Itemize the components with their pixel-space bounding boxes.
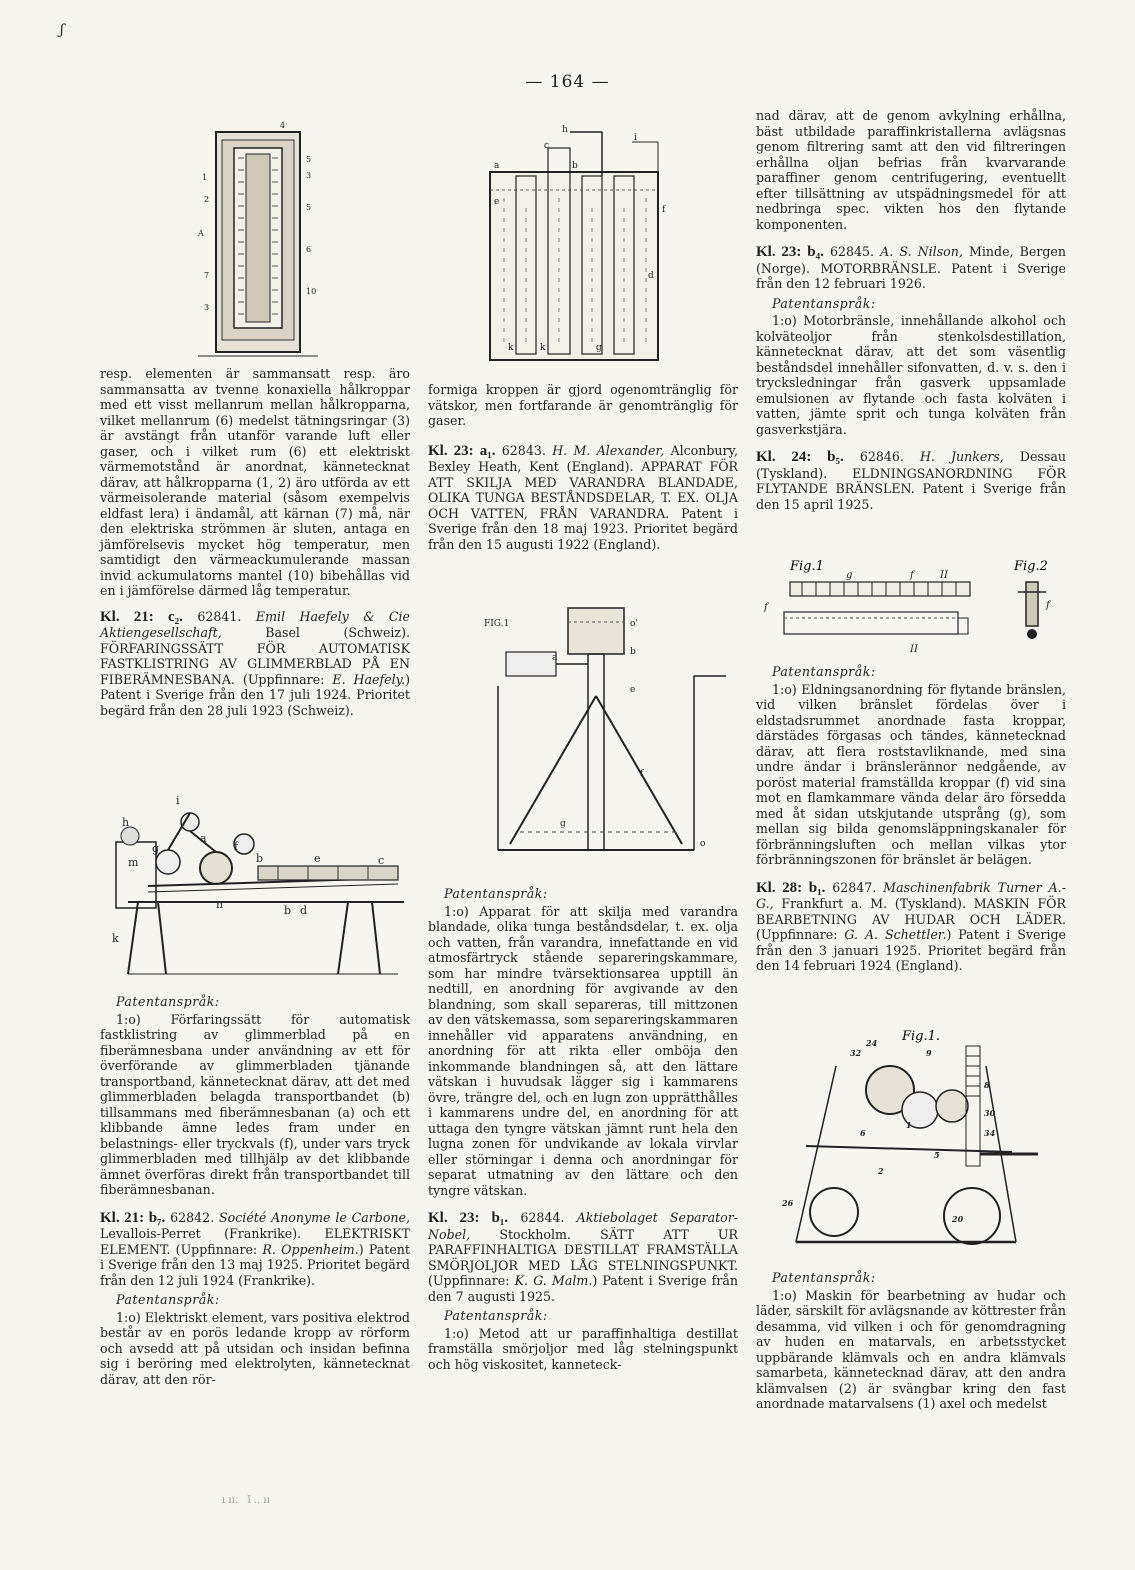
svg-text:24: 24 xyxy=(866,1038,878,1048)
col1-claim-62842: 1:o) Elektriskt element, vars positiva elektrod består av en porös ledande kropp av rörform och avsedd att på utsidan och insidan befinna sig i beröring med elektrolyten, kännetecknat därav, att den rör- xyxy=(100,1309,410,1387)
column-3-top xyxy=(756,108,1066,512)
svg-text:g: g xyxy=(596,343,602,353)
figure-leather-machine xyxy=(776,1026,1048,1260)
svg-text:g: g xyxy=(846,570,853,581)
svg-text:f: f xyxy=(910,570,914,581)
svg-text:1: 1 xyxy=(906,1120,912,1130)
figure-accumulator xyxy=(188,118,328,364)
column-2-bottom xyxy=(428,882,738,1372)
column-1-top xyxy=(100,366,410,718)
svg-text:26: 26 xyxy=(782,1198,794,1208)
col2-entry-62844: Kl. 23: b₁. 62844. Aktiebolaget Separator-Nobel, Stockholm. SÄTT ATT UR PARAFFINHALTIGA DESTILLAT FRAMSTÄLLA SMÖRJOLJOR MED LÅG STELNINGSPUNKT. (Uppfinnare: K. G. Malm.) Patent i Sverige från den 7 augusti 1925. xyxy=(428,1210,738,1304)
svg-text:32: 32 xyxy=(850,1048,862,1058)
svg-text:e: e xyxy=(494,197,500,207)
svg-text:II: II xyxy=(910,644,918,655)
col3-claim-heading: Patentanspråk: xyxy=(772,295,876,311)
svg-text:a: a xyxy=(552,653,558,663)
svg-text:f: f xyxy=(764,602,768,613)
corner-mark: ʃ xyxy=(60,22,64,38)
svg-text:i: i xyxy=(634,133,637,143)
col1-claim-heading: Patentanspråk: xyxy=(116,994,220,1009)
svg-text:Fig.1: Fig.1 xyxy=(790,559,824,574)
svg-text:5: 5 xyxy=(934,1150,940,1160)
svg-text:h: h xyxy=(122,816,130,829)
svg-text:n: n xyxy=(216,898,224,911)
svg-text:3: 3 xyxy=(306,171,312,180)
svg-text:c: c xyxy=(378,854,385,867)
bottom-smudge: ı ıı. ǐ .. ıı xyxy=(222,1495,270,1506)
svg-text:o: o xyxy=(700,839,706,849)
svg-text:g: g xyxy=(560,819,566,829)
svg-text:c: c xyxy=(544,141,550,151)
page-number: — 164 — xyxy=(525,72,610,92)
svg-text:6: 6 xyxy=(306,245,312,254)
svg-text:6: 6 xyxy=(860,1128,866,1138)
svg-text:20: 20 xyxy=(952,1214,964,1224)
svg-text:7: 7 xyxy=(204,271,210,280)
svg-text:10: 10 xyxy=(306,287,317,296)
svg-text:e: e xyxy=(630,685,636,695)
svg-text:f: f xyxy=(662,205,666,215)
svg-text:A: A xyxy=(198,229,204,238)
col2-claim-62843: 1:o) Apparat för att skilja med varandra blandade, olika tunga beståndsdelar, t. ex. olja och vatten, från varandra, innefattande en vid atmosfärtryck stående separeringskammare, som har mindre tvärsektionsarea upptill än nedtill, en anordning för avgivande av den blandning, som skall separeras, till mittzonen av den vätskemassa, som separeringskammaren innehåller vid apparatens användning, en anordning för att rikta eller omböja den inkommande blandningen så, att den lättare vätskan i huvudsak lägger sig i kammarens övre, trängre del, och en lugn zon upprätthålles i kammarens undre del, en anordning för att uttaga den tyngre vätskan jämnt runt hela den lugna zonen för undvikande av lokala virvlar eller störningar i denna och anordningar för separat utmatning av den lättare och den tyngre vätskan. xyxy=(428,903,738,1198)
svg-text:o': o' xyxy=(630,619,638,629)
svg-text:f: f xyxy=(640,769,644,779)
svg-text:f: f xyxy=(234,840,239,853)
svg-text:8: 8 xyxy=(984,1080,990,1090)
col1-claim-62841: 1:o) Förfaringssätt för automatisk fastklistring av glimmerblad på en fiberämnesbana under användning av ett för överförande av glimmerbladen tjänande transportband, kännetecknat därav, att det med glimmerbladen belagda transportbandet (b) tillsammans med fiberämnesbanan (a) och ett klibbande ämne ledes fram under en belastnings- eller tryckvals (f), under vars tryck glimmerbladen med tillhjälp av det klibbande ämnet överföras direkt från transportbandet till fiberämnesbanan. xyxy=(100,1011,410,1197)
col3-continuation: nad därav, att de genom avkylning erhållna, bäst utbildade paraffinkristallerna avlägsnas genom filtrering samt att den vid filtreringen erhållna oljan befrias från kvarvarande paraffiner genom centrifugering, eventuellt efter tillsättning av utspädningsmedel för att nedbringa spec. vikten hos den flytande komponenten. xyxy=(756,108,1066,232)
svg-text:Fig.2: Fig.2 xyxy=(1014,559,1048,574)
column-3-middle xyxy=(756,660,1066,974)
svg-text:5: 5 xyxy=(306,203,312,212)
svg-text:b: b xyxy=(630,647,636,657)
svg-text:5: 5 xyxy=(306,155,312,164)
col3-claim-62847: 1:o) Maskin för bearbetning av hudar och läder, särskilt för avlägsnande av köttrester från desamma, vid vilken i och för genomdragning av huden en matarvals, en arbetsstycket uppbärande klämvals och en andra klämvals samarbeta, kännetecknad därav, att den andra klämvalsen (2) är svängbar kring den fast anordnade matarvalsens (1) axel och medelst xyxy=(756,1287,1066,1411)
col3-claim-heading-3: Patentanspråk: xyxy=(772,1270,876,1285)
col3-claim-62846: 1:o) Eldningsanordning för flytande bränslen, vid vilken bränslet fördelas över i eldstadsrummet anordnade fasta kroppar, därstädes förgasas och tändes, kännetecknad därav, att flera roststavliknande, med sina undre ändar i bränslerännor nedgående, av poröst material framställda kroppar (f) vid sina mot en flamkammare vända delar äro försedda med åt sidan utskjutande utsprång (g), som mellan sig bilda genomsläppningskanaler för förbränningsluften och mellan vilkas ytor förbränningszonen för bränslet är belägen. xyxy=(756,681,1066,867)
column-3-bottom xyxy=(756,1266,1066,1412)
svg-text:d: d xyxy=(648,271,654,281)
figure-mica-machine xyxy=(108,792,414,978)
svg-text:b: b xyxy=(572,161,578,171)
svg-text:II: II xyxy=(940,570,948,581)
svg-text:k: k xyxy=(540,343,546,353)
svg-text:h: h xyxy=(562,125,568,135)
col3-entry-62847: Kl. 28: b₁. 62847. Maschinenfabrik Turner A.-G., Frankfurt a. M. (Tyskland). MASKIN FÖR BEARBETNING AV HUDAR OCH LÄDER. (Uppfinnare: G. A. Schettler.) Patent i Sverige från den 3 januari 1925. Prioritet begärd från den 14 februari 1924 (England). xyxy=(756,879,1066,973)
svg-text:1: 1 xyxy=(202,173,208,182)
svg-text:e: e xyxy=(314,852,321,865)
figure-tank xyxy=(482,118,674,366)
svg-text:f: f xyxy=(1046,600,1050,611)
figure-separator xyxy=(480,596,742,876)
col2-claim-heading-2: Patentanspråk: xyxy=(444,1308,548,1323)
col2-claim-heading: Patentanspråk: xyxy=(444,886,548,901)
svg-text:g: g xyxy=(152,842,160,855)
col3-claim-heading-2: Patentanspråk: xyxy=(772,664,876,679)
svg-text:i: i xyxy=(176,794,180,807)
col1-entry-62841: Kl. 21: c₂. 62841. Emil Haefely & Cie Aktiengesellschaft, Basel (Schweiz). FÖRFARINGSSÄTT FÖR AUTOMATISK FASTKLISTRING AV GLIMMERBLAD PÅ EN FIBERÄMNESBANA. (Uppfinnare: E. Haefely.) Patent i Sverige från den 17 juli 1924. Prioritet begärd från den 28 juli 1923 (Schweiz). xyxy=(100,608,410,718)
svg-text:3: 3 xyxy=(204,303,210,312)
col3-claim-62845: 1:o) Motorbränsle, innehållande alkohol och kolväteoljor från stenkolsdestillation, kännetecknat därav, att det som väsentlig beståndsdel innehåller sifonvatten, d. v. s. den i trycksledningar från gasverk uppsamlade emulsionen av flytande och fasta kolväten i vatten, jämte sprit och tunga kolväten från gasverkstjära. xyxy=(756,313,1066,437)
column-1-bottom xyxy=(100,990,410,1387)
svg-text:a: a xyxy=(494,161,500,171)
svg-text:30: 30 xyxy=(984,1108,996,1118)
col2-claim-62844: 1:o) Metod att ur paraffinhaltiga destillat framställa smörjoljor med låg stelningspunkt och hög viskositet, kanneteck- xyxy=(428,1325,738,1372)
svg-text:2: 2 xyxy=(204,195,210,204)
col1-continuation: resp. elementen är sammansatt resp. äro sammansatta av tvenne konaxiella hålkroppar med ett visst mellanrum mellan hålkropparna, vilket mellanrum (6) medelst tätningsringar (3) är avstängt från utanför varande luft eller gaser, och i vilket rum (6) ett elektriskt värmemotstånd är anordnat, kännetecknat därav, att hålkropparna (1, 2) äro utförda av ett värmeisolerande material (såsom exempelvis eldfast lera) i ändamål, att kärnan (7) må, när den elektriska strömmen är sluten, antaga en jämförelsevis mycket hög temperatur, men samtidigt den värmeackumulerande massan invid ackumulatorns mantel (10) bibehållas vid en i jämförelse därmed låg temperatur. xyxy=(100,366,410,598)
svg-text:FIG.1: FIG.1 xyxy=(484,619,510,629)
col1-entry-62842: Kl. 21: b₇. 62842. Société Anonyme le Carbone, Levallois-Perret (Frankrike). ELEKTRISKT ELEMENT. (Uppfinnare: R. Oppenheim.) Patent i Sverige från den 13 maj 1925. Prioritet begärd från den 12 juli 1924 (Frankrike). xyxy=(100,1209,410,1288)
column-2-top xyxy=(428,382,738,552)
svg-text:a: a xyxy=(200,832,207,845)
svg-text:k: k xyxy=(508,343,514,353)
col2-continuation: formiga kroppen är gjord ogenomtränglig för vätskor, men fortfarande är genomtränglig för gaser. xyxy=(428,382,738,428)
col3-entry-62846: Kl. 24: b₅. 62846. H. Junkers, Dessau (Tyskland). ELDNINGSANORDNING FÖR FLYTANDE BRÄNSLEN. Patent i Sverige från den 15 april 1925. xyxy=(756,449,1066,512)
figure-burner xyxy=(760,552,1070,662)
fig1-label-4: 4 xyxy=(280,121,286,130)
svg-text:34: 34 xyxy=(984,1128,996,1138)
col1-claim-heading-2: Patentanspråk: xyxy=(116,1292,220,1307)
svg-text:b: b xyxy=(256,852,264,865)
svg-text:9: 9 xyxy=(926,1048,932,1058)
col3-entry-62845: Kl. 23: b₄. 62845. A. S. Nilson, Minde, Bergen (Norge). MOTORBRÄNSLE. Patent i Sverige från den 12 februari 1926. xyxy=(756,244,1066,291)
col2-entry-62843: Kl. 23: a₁. 62843. H. M. Alexander, Alconbury, Bexley Heath, Kent (England). APPARAT FÖR ATT SKILJA MED VARANDRA BLANDADE, OLIKA TUNGA BESTÅNDSDELAR, T. EX. OLJA OCH VATTEN, FRÅN VARANDRA. Patent i Sverige från den 18 maj 1923. Prioritet begärd från den 15 augusti 1922 (England). xyxy=(428,442,738,552)
svg-text:b: b xyxy=(284,904,292,917)
svg-text:k: k xyxy=(112,932,119,945)
svg-text:m: m xyxy=(128,856,139,869)
svg-text:2: 2 xyxy=(878,1166,884,1176)
svg-text:Fig.1.: Fig.1. xyxy=(902,1029,941,1044)
svg-text:d: d xyxy=(300,904,308,917)
